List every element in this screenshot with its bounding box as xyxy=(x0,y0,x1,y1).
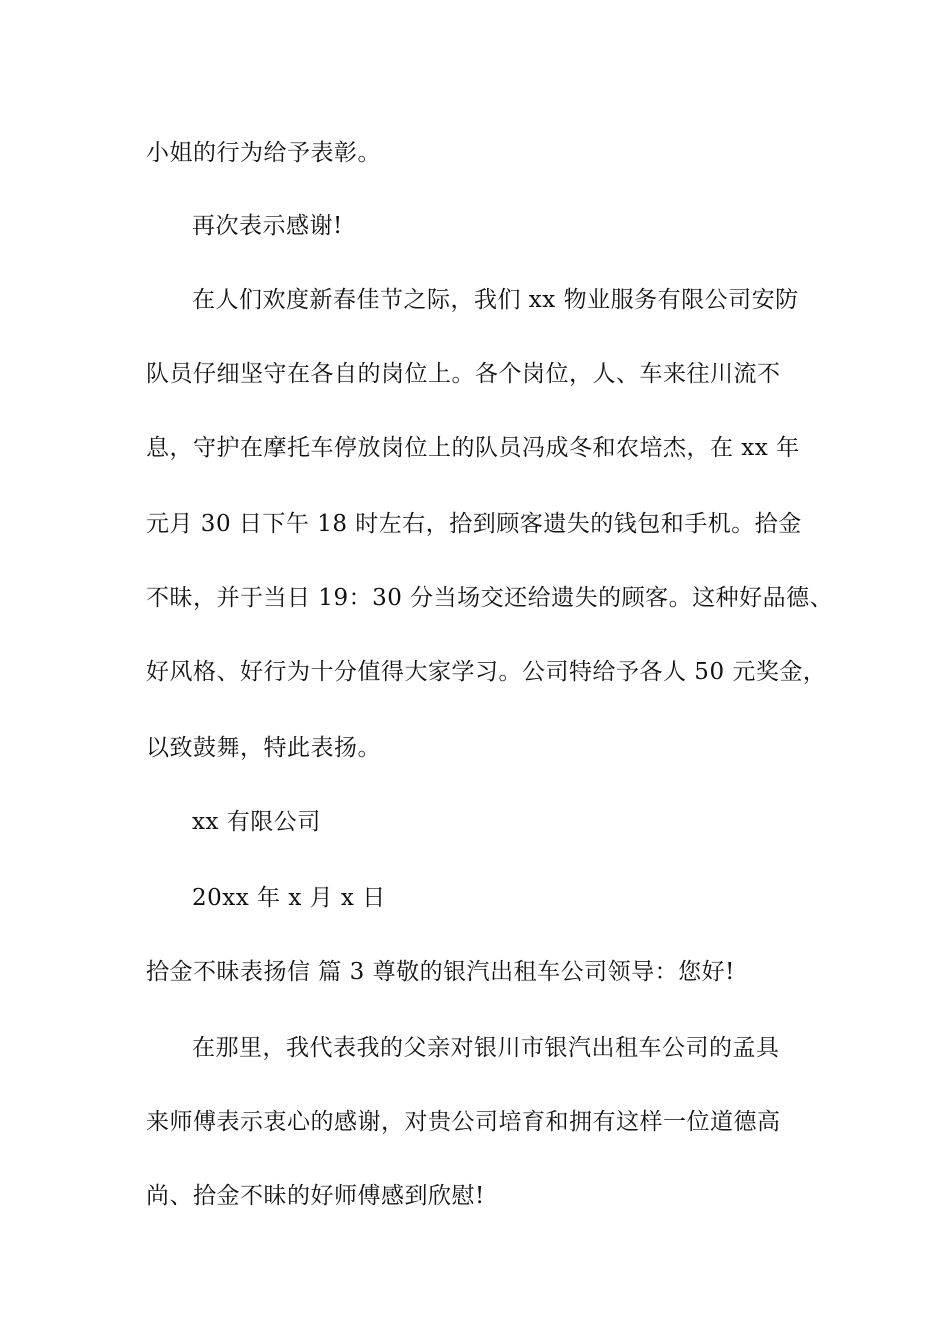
paragraph-line: 再次表示感谢! xyxy=(192,213,343,239)
paragraph-line: 不昧，并于当日 19：30 分当场交还给遗失的顾客。这种好品德、 xyxy=(146,585,834,611)
section-heading: 拾金不昧表扬信 篇 3 尊敬的银汽出租车公司领导：您好! xyxy=(146,959,735,985)
paragraph-line: 好风格、好行为十分值得大家学习。公司特给予各人 50 元奖金， xyxy=(146,659,827,685)
paragraph-line: 小姐的行为给予表彰。 xyxy=(146,140,381,166)
paragraph-line: 队员仔细坚守在各自的岗位上。各个岗位，人、车来往川流不 xyxy=(146,361,781,387)
paragraph-line: 以致鼓舞，特此表扬。 xyxy=(146,735,381,761)
signature-date: 20xx 年 x 月 x 日 xyxy=(192,885,386,911)
paragraph-line: 尚、拾金不昧的好师傅感到欣慰! xyxy=(146,1183,485,1209)
paragraph-line: 元月 30 日下午 18 时左右，拾到顾客遗失的钱包和手机。拾金 xyxy=(146,511,802,537)
paragraph-line: 在人们欢度新春佳节之际，我们 xx 物业服务有限公司安防 xyxy=(192,287,799,313)
paragraph-line: 息，守护在摩托车停放岗位上的队员冯成冬和农培杰，在 xx 年 xyxy=(146,435,800,461)
paragraph-line: 在那里，我代表我的父亲对银川市银汽出租车公司的孟具 xyxy=(192,1035,780,1061)
paragraph-line: 来师傅表示衷心的感谢，对贵公司培育和拥有这样一位道德高 xyxy=(146,1109,781,1135)
signature-company: xx 有限公司 xyxy=(192,809,321,835)
